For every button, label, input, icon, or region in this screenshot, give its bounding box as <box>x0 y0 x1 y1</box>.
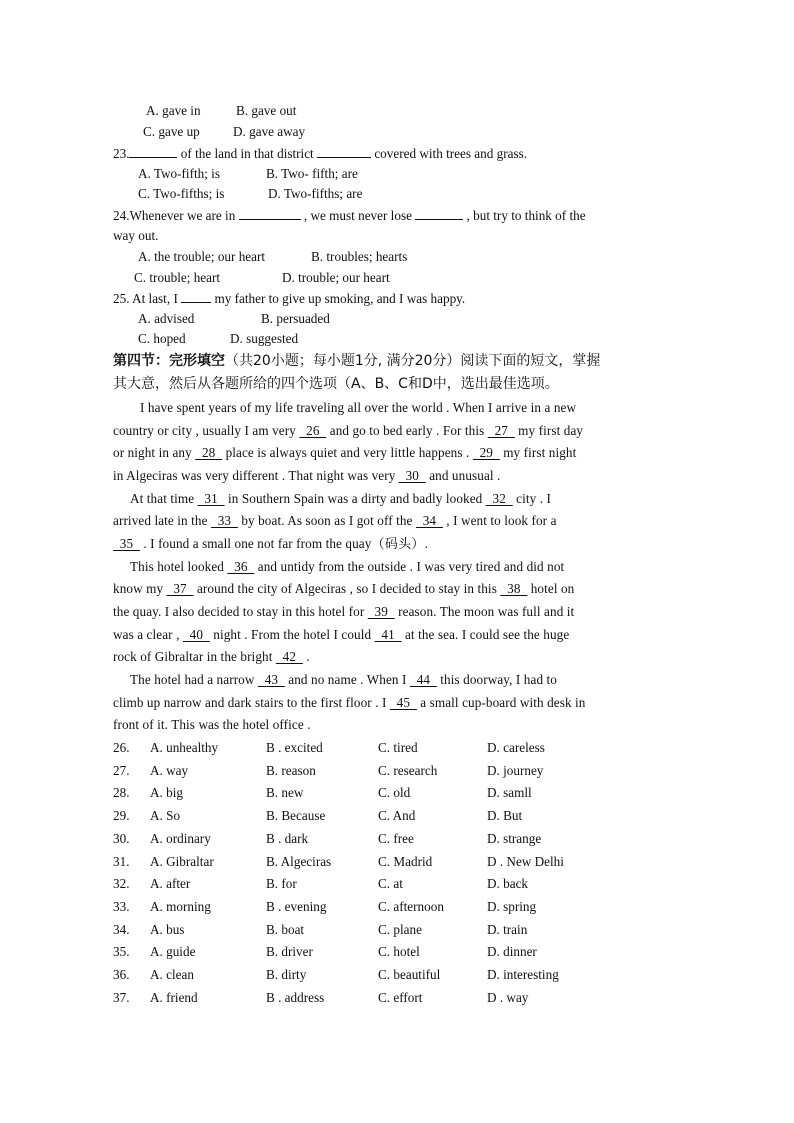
passage-line <box>113 627 569 643</box>
choice-option: A. ordinary <box>150 830 211 846</box>
answer-blank <box>239 207 301 220</box>
passage-text: at the sea. I could see the huge <box>401 627 570 642</box>
passage-line <box>113 649 310 665</box>
choice-option: A. bus <box>150 921 185 937</box>
blank-number: 26 <box>299 423 327 438</box>
passage-text: a small cup-board with desk in <box>416 695 586 710</box>
choice-option: A. friend <box>150 989 198 1005</box>
choice-option: D. spring <box>487 898 537 914</box>
passage-text: climb up narrow and dark stairs to the first floor . I <box>113 695 390 710</box>
choice-option: B . dark <box>266 830 309 846</box>
choice-option: D. careless <box>487 740 545 755</box>
passage-text: by boat. As soon as I got off the <box>237 513 416 528</box>
passage-text: and untidy from the outside . I was very tired and did not <box>254 559 565 574</box>
choice-row <box>113 763 713 779</box>
passage-text: in Southern Spain was a dirty and badly looked <box>224 491 486 506</box>
blank-number: 28 <box>195 445 223 460</box>
passage-line <box>113 513 557 529</box>
choice-option: D. samll <box>487 785 532 801</box>
choice-option: A. morning <box>150 898 211 914</box>
passage-text: country or city , usually I am very <box>113 423 300 438</box>
passage-text: . I found a small one not far from the quay（码头）. <box>139 536 428 551</box>
passage-text: or night in any <box>113 445 196 460</box>
section-heading-line2 <box>113 375 559 393</box>
choice-number: 31. <box>113 853 130 869</box>
q23-option-d: D. Two-fifths; are <box>268 186 363 201</box>
choice-option: A. So <box>150 808 181 824</box>
blank-number: 42 <box>275 649 303 664</box>
blank-number: 43 <box>257 672 285 687</box>
passage-text: reason. The moon was full and it <box>394 604 575 619</box>
question-24-line2 <box>113 228 158 244</box>
choice-row <box>113 876 713 892</box>
choice-option: B. Because <box>266 808 326 824</box>
passage-line <box>113 717 311 733</box>
q23-option-a: A. Two-fifth; is <box>138 166 220 181</box>
q23-option-b: B. Two- fifth; are <box>266 166 358 181</box>
q24-options-row1 <box>138 249 408 265</box>
question-text: of the land in that district <box>177 146 318 161</box>
choice-option: C. afternoon <box>378 898 444 914</box>
choice-option: B. for <box>266 876 297 892</box>
passage-text: the quay. I also decided to stay in this hotel for <box>113 604 368 619</box>
passage-line <box>113 604 574 620</box>
choice-option: A. Gibraltar <box>150 853 214 869</box>
choice-number: 26. <box>113 740 130 755</box>
passage-line <box>113 468 500 484</box>
blank-number: 45 <box>389 695 417 710</box>
choice-option: B. boat <box>266 921 305 937</box>
q24-option-c: C. trouble; heart <box>134 270 221 285</box>
choice-row <box>113 740 713 756</box>
choice-option: A. guide <box>150 944 196 960</box>
choice-row <box>113 808 713 824</box>
passage-text: . <box>302 649 310 664</box>
passage-line <box>140 400 576 416</box>
blank-number: 35 <box>113 536 140 551</box>
choice-option: A. big <box>150 785 183 801</box>
choice-row <box>113 831 713 847</box>
passage-text: This hotel looked <box>130 559 228 574</box>
answer-blank <box>129 145 177 158</box>
choice-option: D. strange <box>487 830 542 846</box>
choice-option: C. research <box>378 762 438 778</box>
passage-line <box>130 672 557 688</box>
q25-option-d: D. suggested <box>230 331 299 346</box>
blank-number: 44 <box>409 672 437 687</box>
choice-option: C. at <box>378 876 403 892</box>
answer-blank <box>317 145 371 158</box>
choice-option: B. dirty <box>266 967 307 982</box>
blank-number: 37 <box>166 581 194 596</box>
answer-blank <box>415 207 463 220</box>
passage-text: my first night <box>499 445 577 460</box>
section-title: 第四节：完形填空 <box>113 353 225 369</box>
choice-option: D . New Delhi <box>487 853 564 869</box>
choice-row <box>113 967 713 983</box>
choice-row <box>113 854 713 870</box>
passage-text: At that time <box>130 491 198 506</box>
passage-line <box>113 695 586 711</box>
blank-number: 34 <box>415 513 443 528</box>
passage-text: , I went to look for a <box>442 513 557 528</box>
choice-option: A. clean <box>150 967 194 982</box>
choice-number: 36. <box>113 967 130 982</box>
question-text: , but try to think of the <box>463 208 586 223</box>
section-heading <box>113 352 600 370</box>
q22-options-row1 <box>146 103 297 119</box>
question-number: 23. <box>113 146 130 161</box>
q24-option-a: A. the trouble; our heart <box>138 249 266 264</box>
choice-number: 30. <box>113 830 130 846</box>
choice-option: D. back <box>487 876 529 892</box>
blank-number: 40 <box>182 627 210 642</box>
passage-text: was a clear , <box>113 627 183 642</box>
passage-line <box>113 423 583 439</box>
passage-text: in Algeciras was very different . That night was very <box>113 468 399 483</box>
choice-number: 33. <box>113 898 130 914</box>
q25-option-b: B. persuaded <box>261 311 330 326</box>
passage-text: and unusual . <box>425 468 501 483</box>
choice-option: D. But <box>487 808 523 824</box>
q24-option-d: D. trouble; our heart <box>282 270 390 285</box>
question-number: 25. <box>113 291 130 306</box>
q23-option-c: C. Two-fifths; is <box>138 186 225 201</box>
choice-option: C. And <box>378 808 416 824</box>
q25-option-a: A. advised <box>138 311 195 326</box>
question-text: way out. <box>113 228 159 243</box>
section-instructions: （共20小题；每小题1分, 满分20分）阅读下面的短文，掌握 <box>225 353 601 369</box>
question-24 <box>113 207 586 224</box>
blank-number: 32 <box>485 491 513 506</box>
choice-number: 37. <box>113 989 130 1005</box>
passage-text: this doorway, I had to <box>436 672 558 687</box>
passage-text: know my <box>113 581 167 596</box>
question-25 <box>113 290 465 307</box>
q22-option-d: D. gave away <box>233 124 306 139</box>
passage-line <box>130 559 564 575</box>
choice-row <box>113 899 713 915</box>
passage-text: city . I <box>512 491 552 506</box>
q22-option-b: B. gave out <box>236 103 297 118</box>
passage-text: and no name . When I <box>284 672 410 687</box>
choice-option: C. hotel <box>378 944 420 960</box>
choice-option: C. Madrid <box>378 853 433 869</box>
q25-options-row2 <box>138 331 299 347</box>
blank-number: 41 <box>374 627 402 642</box>
choice-option: C. free <box>378 830 414 846</box>
passage-text: I have spent years of my life traveling all over the world . When I arrive in a new <box>140 400 577 415</box>
choice-option: B . address <box>266 989 325 1005</box>
choice-row <box>113 990 713 1006</box>
question-text: covered with trees and grass. <box>371 146 528 161</box>
q22-options-row2 <box>143 124 306 140</box>
passage-text: rock of Gibraltar in the bright <box>113 649 276 664</box>
blank-number: 39 <box>367 604 395 619</box>
blank-number: 31 <box>197 491 225 506</box>
question-text: At last, I <box>129 291 182 306</box>
blank-number: 38 <box>500 581 528 596</box>
choice-number: 35. <box>113 944 130 960</box>
blank-number: 30 <box>398 468 426 483</box>
q23-options-row1 <box>138 166 358 182</box>
passage-text: arrived late in the <box>113 513 211 528</box>
q25-option-c: C. hoped <box>138 331 186 346</box>
blank-number: 27 <box>487 423 515 438</box>
choice-option: C. beautiful <box>378 967 441 982</box>
choice-option: B. driver <box>266 944 313 960</box>
passage-text: place is always quiet and very little happens . <box>222 445 473 460</box>
choice-option: D. interesting <box>487 967 559 982</box>
blank-number: 36 <box>227 559 255 574</box>
choice-number: 27. <box>113 762 130 778</box>
choice-row <box>113 944 713 960</box>
blank-number: 29 <box>472 445 500 460</box>
choice-number: 34. <box>113 921 130 937</box>
question-text: Whenever we are in <box>129 208 239 223</box>
choice-option: A. after <box>150 876 191 892</box>
choice-option: D . way <box>487 989 529 1005</box>
choice-option: A. way <box>150 762 189 778</box>
question-text: , we must never lose <box>300 208 416 223</box>
choice-option: B. Algeciras <box>266 853 332 869</box>
passage-text: my first day <box>514 423 584 438</box>
choice-option: C. old <box>378 785 411 801</box>
question-text: my father to give up smoking, and I was happy. <box>211 291 466 306</box>
choice-option: C. plane <box>378 921 422 937</box>
passage-text: night . From the hotel I could <box>209 627 375 642</box>
q25-options-row1 <box>138 311 330 327</box>
passage-text: The hotel had a narrow <box>130 672 258 687</box>
passage-text: and go to bed early . For this <box>326 423 488 438</box>
q24-options-row2 <box>134 270 390 286</box>
choice-option: D. train <box>487 921 528 937</box>
choice-option: A. unhealthy <box>150 740 219 755</box>
section-instructions: 其大意，然后从各题所给的四个选项（A、B、C和D中，选出最佳选项。 <box>113 376 559 392</box>
choice-option: D. journey <box>487 762 544 778</box>
passage-text: front of it. This was the hotel office . <box>113 717 311 732</box>
choice-number: 32. <box>113 876 130 892</box>
passage-line <box>130 491 551 507</box>
choice-option: B. reason <box>266 762 316 778</box>
q22-option-c: C. gave up <box>143 124 200 139</box>
choice-number: 28. <box>113 785 130 801</box>
question-number: 24. <box>113 208 130 223</box>
passage-line <box>113 445 576 461</box>
choice-option: B . excited <box>266 740 323 755</box>
passage-text: around the city of Algeciras , so I decided to stay in this <box>193 581 501 596</box>
passage-line <box>113 536 428 552</box>
choice-row <box>113 785 713 801</box>
blank-number: 33 <box>210 513 238 528</box>
q22-option-a: A. gave in <box>146 103 201 118</box>
passage-text: hotel on <box>527 581 575 596</box>
answer-blank <box>181 290 211 303</box>
choice-option: B . evening <box>266 898 327 914</box>
choice-row <box>113 922 713 938</box>
choice-option: C. effort <box>378 989 423 1005</box>
choice-number: 29. <box>113 808 130 824</box>
q23-options-row2 <box>138 186 363 202</box>
q24-option-b: B. troubles; hearts <box>311 249 408 264</box>
question-23 <box>113 145 527 162</box>
choice-option: D. dinner <box>487 944 537 960</box>
choice-option: C. tired <box>378 740 418 755</box>
passage-line <box>113 581 574 597</box>
choice-option: B. new <box>266 785 304 801</box>
